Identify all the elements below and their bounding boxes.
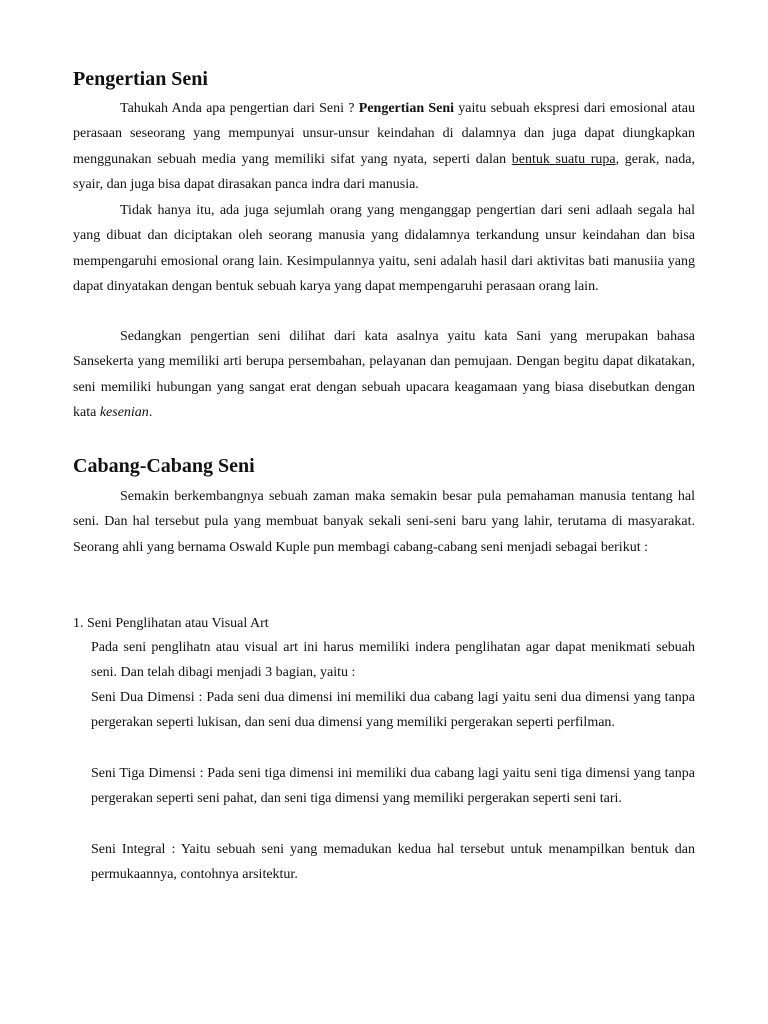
bold-term: Pengertian Seni — [358, 101, 455, 116]
paragraph-text: Sedangkan pengertian seni dilihat dari kata asalnya yaitu kata Sani yang merupakan bahasa Sansekerta yang memiliki arti berupa persembahan, pelayanan dan pemujaan. Dengan begitu dapat dikatakan, seni memiliki hubungan yang sangat erat dengan sebuah upacara keagamaan yang biasa disebutkan dengan kata — [73, 329, 695, 420]
paragraph-pengertian-2: Tidak hanya itu, ada juga sejumlah orang yang menganggap pengertian dari seni adlaah segala hal yang dibuat dan diciptakan oleh seorang manusia yang didalamnya terkandung unsur keindahan dan bisa mempengaruhi emosional orang lain. Kesimpulannya yaitu, seni adalah hasil dari aktivitas bati manusiia yang dapat dinyatakan dengan bentuk sebuah karya yang dapat mempengaruhi perasaan orang lain. — [73, 203, 695, 294]
paragraph-text: Tahukah Anda apa pengertian dari Seni ? — [120, 101, 359, 116]
paragraph-text: . — [148, 404, 153, 420]
paragraph-cabang-1: Semakin berkembangnya sebuah zaman maka semakin besar pula pemahaman manusia tentang hal seni. Dan hal tersebut pula yang membuat banyak sekali seni-seni baru yang lahir, terutama di masyarakat. Seorang ahli yang bernama Oswald Kuple pun membagi cabang-cabang seni menjadi sebagai berikut : — [73, 489, 695, 555]
visual-art-intro: Pada seni penglihatn atau visual art ini harus memiliki indera penglihatan agar dapat menikmati sebuah seni. Dan telah dibagi menjadi 3 bagian, yaitu : — [91, 640, 695, 681]
italic-term: kesenian — [99, 404, 149, 420]
list-item-title-visual-art: 1. Seni Penglihatan atau Visual Art — [73, 616, 269, 631]
seni-integral: Seni Integral : Yaitu sebuah seni yang memadukan kedua hal tersebut untuk menampilkan bentuk dan permukaannya, contohnya arsitektur. — [91, 842, 695, 883]
paragraph-text: yaitu sebuah ekspresi dari emosional atau perasaan seseorang yang mempunyai unsur-unsur keindahan di dalamnya dan juga dapat diungkapkan menggunakan sebuah media yang memiliki sifat yang nyata, seperti dalan — [73, 101, 696, 167]
bentuk-suatu-rupa-link[interactable]: bentuk suatu rupa — [511, 151, 616, 167]
paragraph-pengertian-3 — [73, 324, 695, 425]
section-title-pengertian-seni: Pengertian Seni — [73, 68, 208, 90]
section-title-cabang-cabang-seni: Cabang-Cabang Seni — [73, 455, 255, 477]
paragraph-pengertian-1 — [73, 96, 695, 197]
seni-tiga-dimensi: Seni Tiga Dimensi : Pada seni tiga dimensi ini memiliki dua cabang lagi yaitu seni tiga dimensi yang tanpa pergerakan seperti seni pahat, dan seni tiga dimensi yang memiliki pergerakan seperti seni tari. — [91, 766, 695, 807]
paragraph-text: , gerak, nada, syair, dan juga bisa dapat dirasakan panca indra dari manusia. — [73, 151, 695, 192]
seni-dua-dimensi: Seni Dua Dimensi : Pada seni dua dimensi ini memiliki dua cabang lagi yaitu seni dua dimensi yang tanpa pergerakan seperti lukisan, dan seni dua dimensi yang memiliki pergerakan seperti perfilman. — [91, 690, 695, 731]
